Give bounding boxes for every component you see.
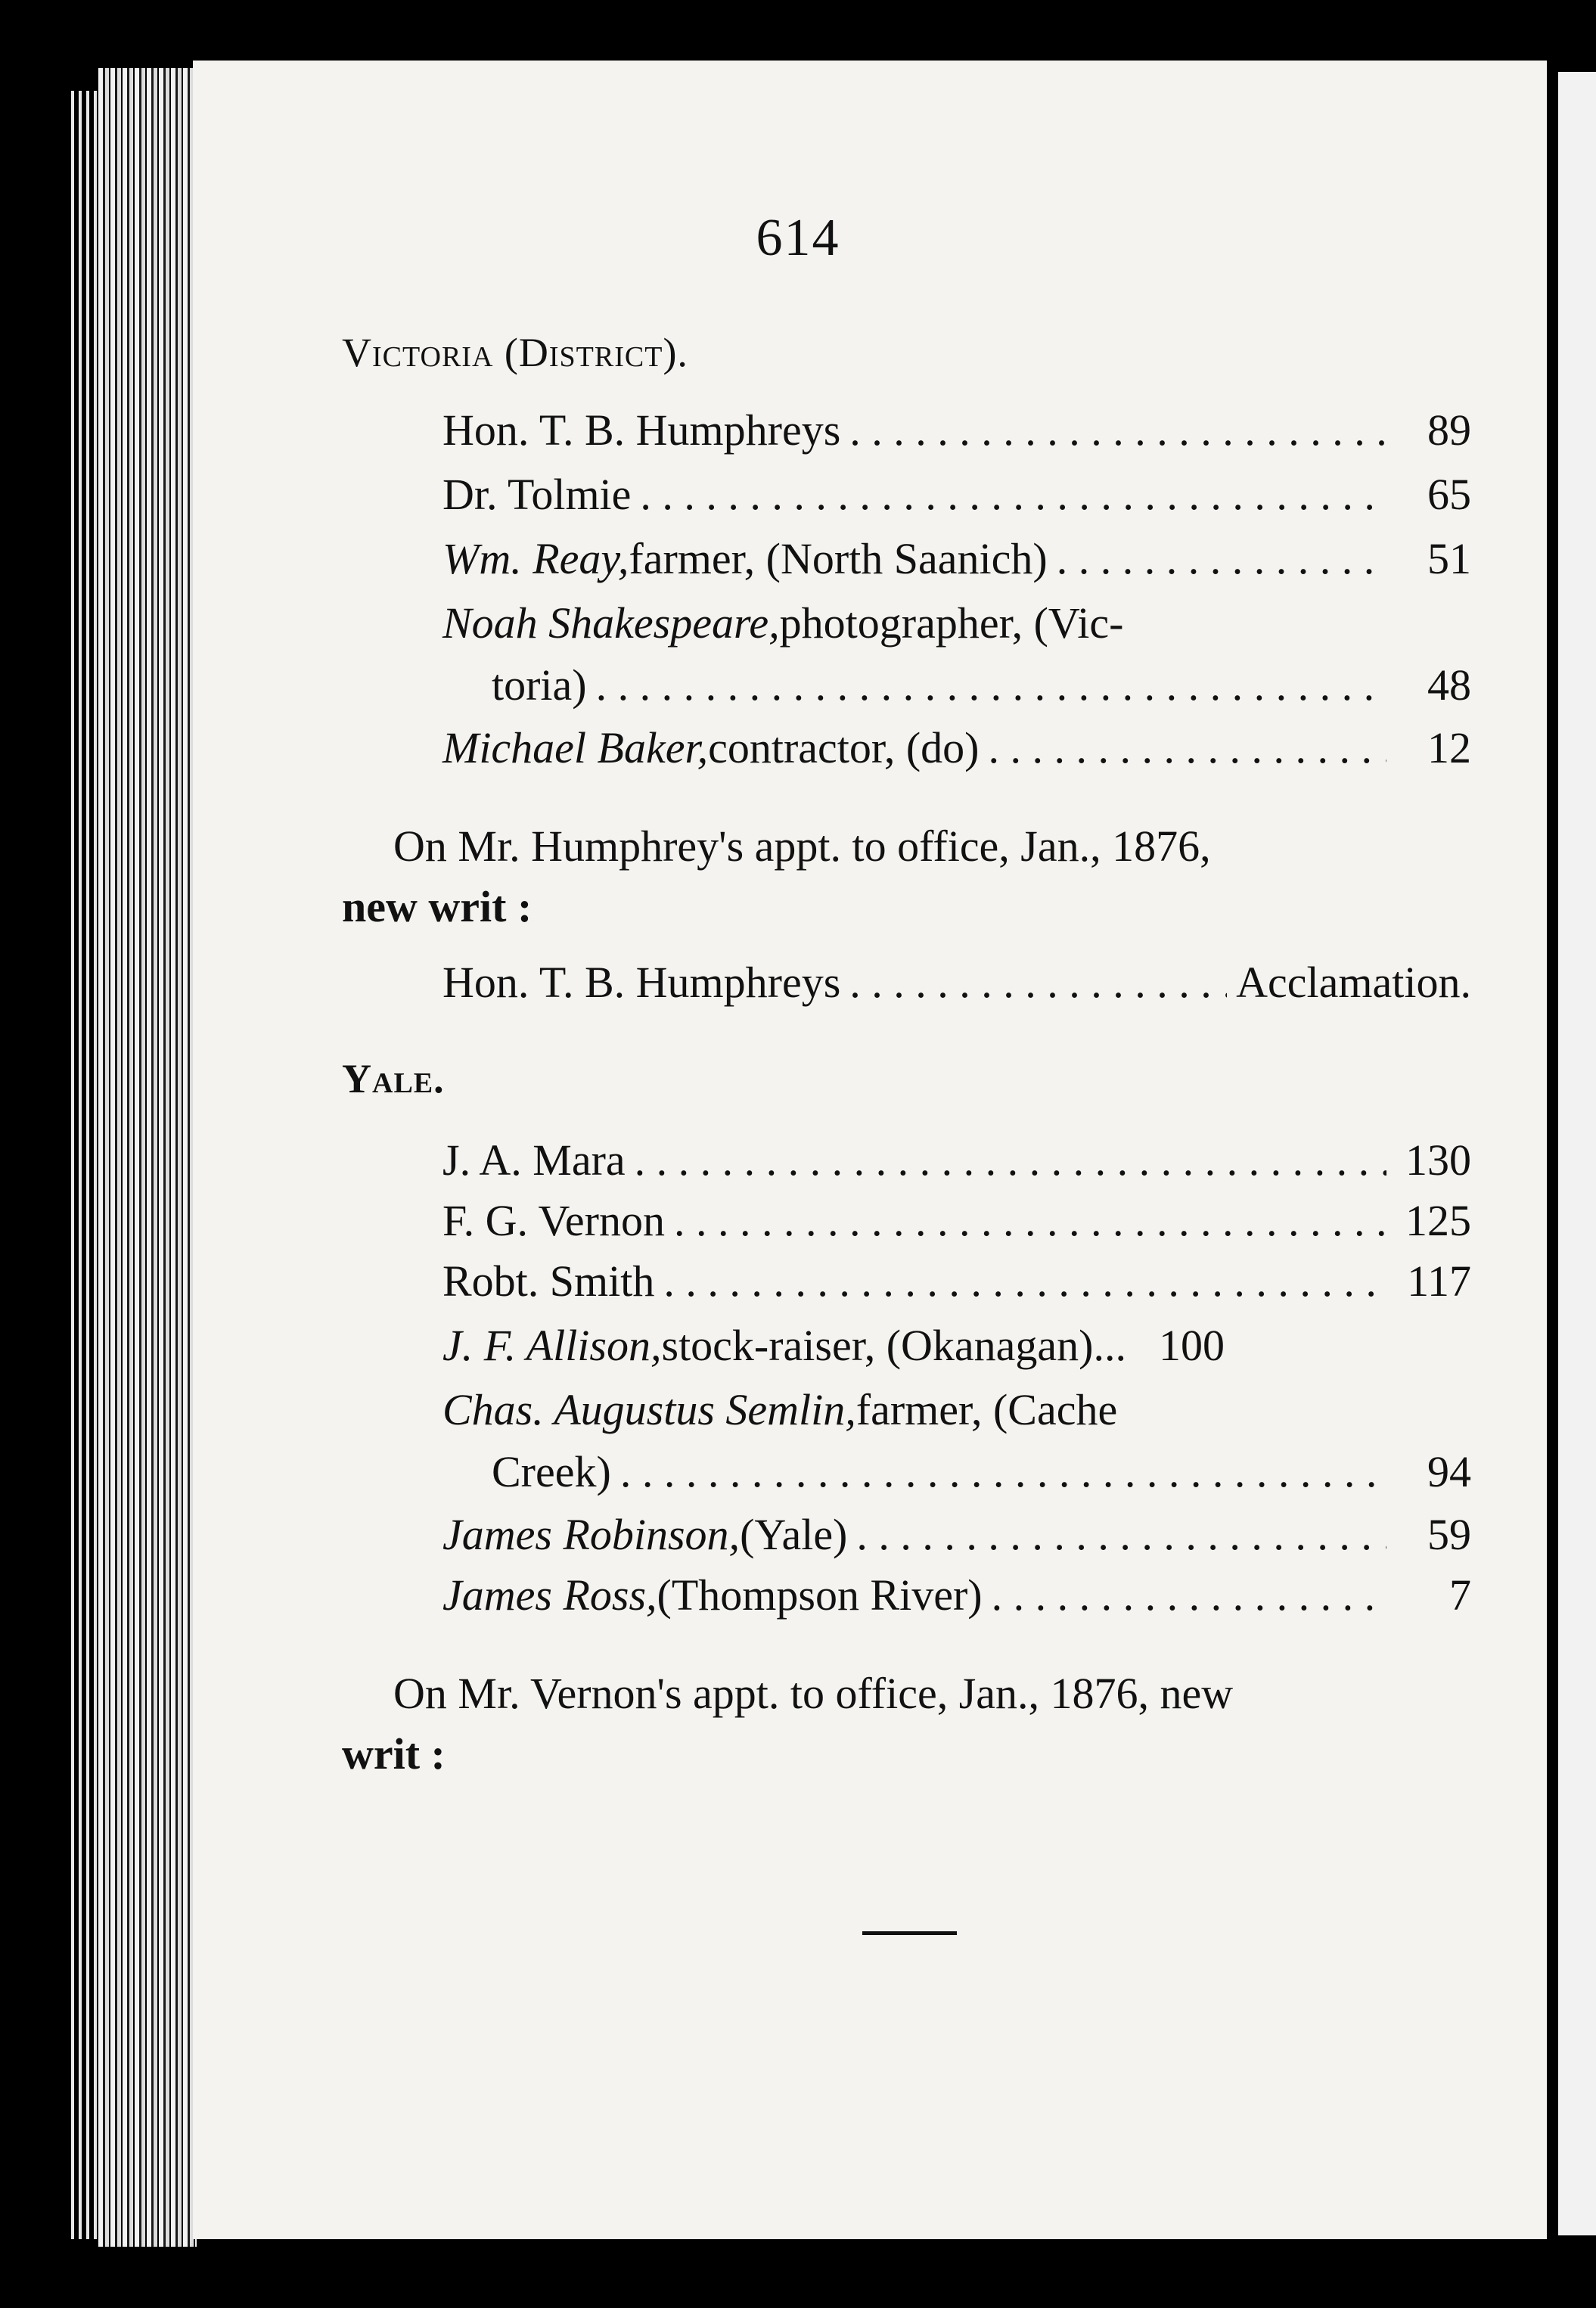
list-item: Noah Shakespeare, photographer, (Vic-: [442, 598, 1124, 648]
list-item: Creek) . . . 94: [492, 1446, 1471, 1497]
list-item: Michael Baker, contractor, (do) . . . 12: [442, 722, 1471, 773]
list-item: F. G. Vernon . . . 125: [442, 1195, 1471, 1246]
dot-leader: [674, 1195, 1386, 1246]
page-stack-edge: [98, 68, 197, 2247]
list-item: Hon. T. B. Humphreys . . . 89: [442, 405, 1471, 455]
list-item: James Robinson, (Yale) . . . 59: [442, 1509, 1471, 1560]
dot-leader: [989, 722, 1387, 773]
list-item: James Ross, (Thompson River) . . . 7: [442, 1570, 1471, 1620]
dot-leader: [849, 957, 1227, 1008]
dot-leader: [635, 1135, 1386, 1185]
section-title-victoria: Victoria (District).: [342, 330, 688, 375]
list-item: J. F. Allison, stock-raiser, (Okanagan)... 100: [442, 1321, 1225, 1370]
dot-leader: [620, 1446, 1386, 1497]
list-item: Wm. Reay, farmer, (North Saanich) . . . 51: [442, 533, 1471, 584]
list-item: toria) . . . 48: [492, 660, 1471, 710]
dot-leader: [663, 1256, 1386, 1306]
dot-leader: [596, 660, 1386, 710]
dot-leader: [849, 405, 1386, 455]
section-title-yale: Yale.: [342, 1056, 445, 1101]
note-line: On Mr. Vernon's appt. to office, Jan., 1876, new: [393, 1669, 1234, 1718]
page-number: 614: [756, 209, 840, 267]
dot-leader: [992, 1570, 1386, 1620]
dot-leader: [640, 469, 1386, 520]
note-line: new writ :: [342, 882, 533, 931]
book-spine-edge: [67, 91, 97, 2239]
list-item: Robt. Smith . . . 117: [442, 1256, 1471, 1306]
dot-leader: [1057, 533, 1386, 584]
list-item: Dr. Tolmie . . . 65: [442, 469, 1471, 520]
end-rule: [862, 1931, 957, 1935]
list-item: Hon. T. B. Humphreys . . . Acclamation.: [442, 957, 1471, 1008]
note-line: writ :: [342, 1729, 446, 1778]
facing-page-edge: [1558, 72, 1596, 2235]
list-item: Chas. Augustus Semlin, farmer, (Cache: [442, 1385, 1118, 1434]
note-line: On Mr. Humphrey's appt. to office, Jan., 1876,: [393, 822, 1211, 871]
list-item: J. A. Mara . . . 130: [442, 1135, 1471, 1185]
dot-leader: [856, 1509, 1386, 1560]
